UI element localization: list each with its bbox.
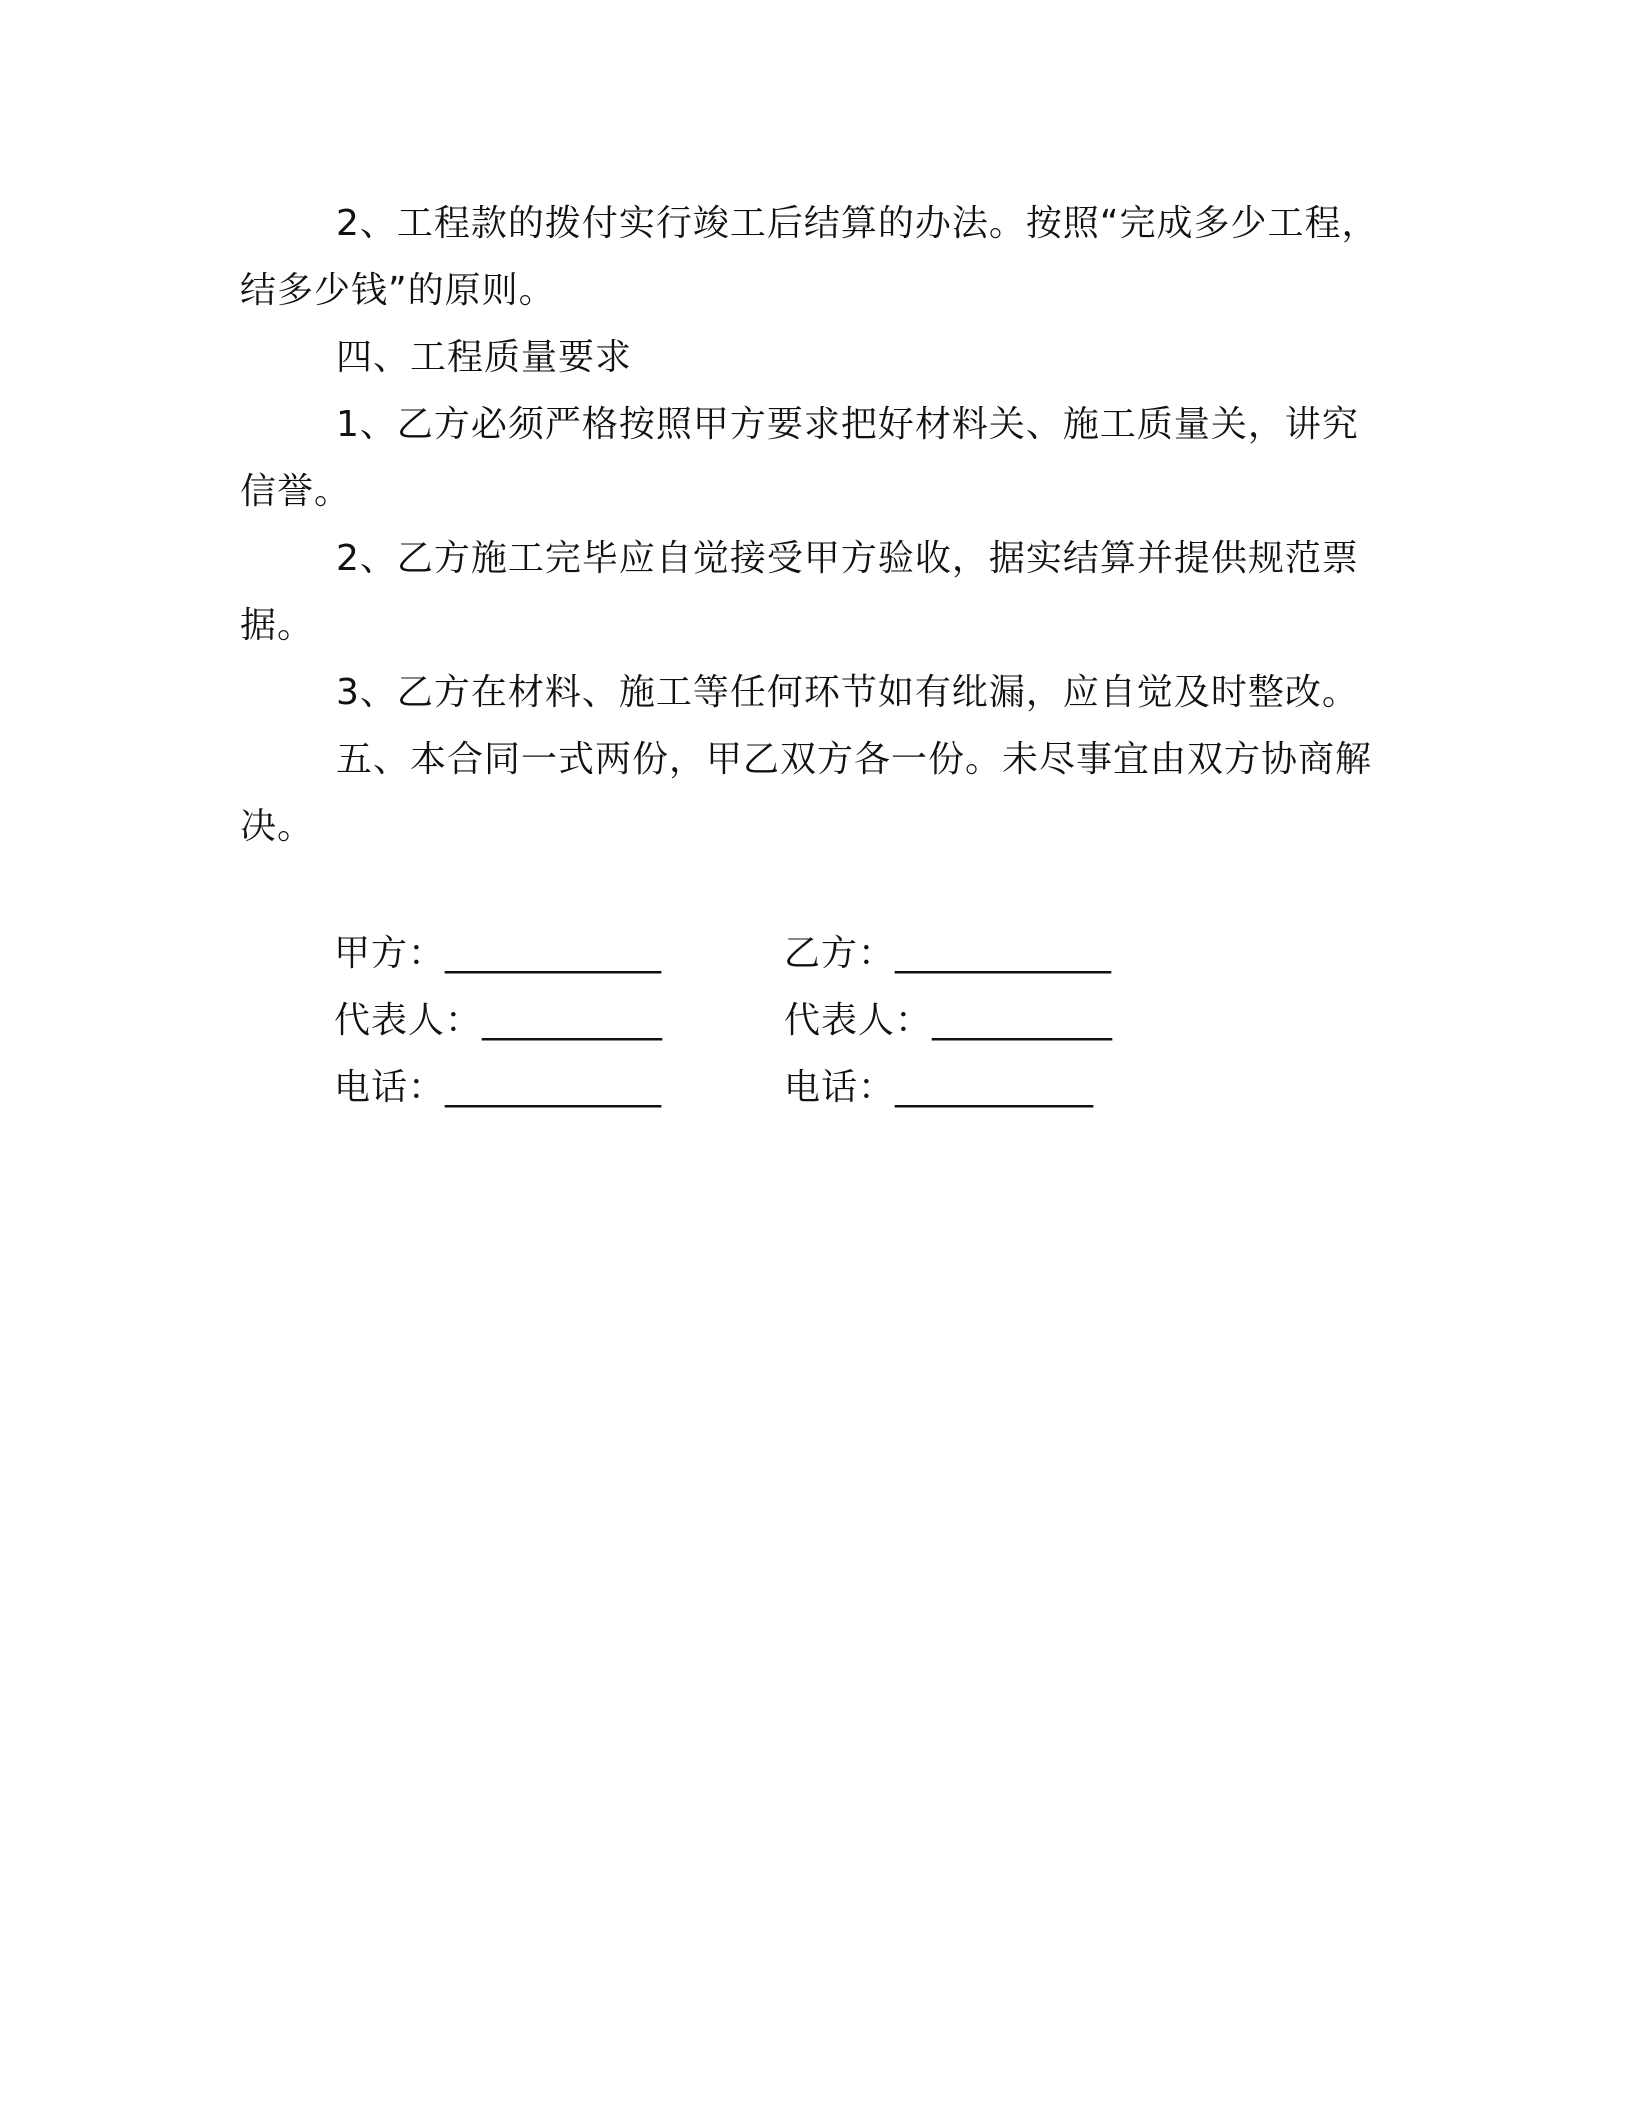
party-a-representative-blank-line: __________ bbox=[482, 1000, 663, 1041]
party-b-phone-blank-line: ___________ bbox=[895, 1067, 1094, 1108]
quality-clause-2-paragraph: 2、乙方施工完毕应自觉接受甲方验收，据实结算并提供规范票据。 bbox=[240, 538, 1359, 646]
party-a-field bbox=[334, 920, 784, 987]
party-b-phone-field bbox=[784, 1054, 1234, 1121]
party-a-label: 甲方： bbox=[334, 933, 446, 974]
payment-clause-paragraph: 2、工程款的拨付实行竣工后结算的办法。按照“完成多少工程，结多少钱”的原则。 bbox=[240, 203, 1379, 311]
party-b-field bbox=[784, 920, 1234, 987]
party-a-blank-line: ____________ bbox=[445, 933, 662, 974]
party-a-representative-label: 代表人： bbox=[334, 1000, 483, 1041]
party-b-label: 乙方： bbox=[784, 933, 896, 974]
signature-row-party bbox=[334, 920, 1234, 987]
party-b-representative-blank-line: __________ bbox=[932, 1000, 1113, 1041]
signature-row-representative bbox=[334, 987, 1234, 1054]
quality-clause-1-paragraph: 1、乙方必须严格按照甲方要求把好材料关、施工质量关，讲究信誉。 bbox=[240, 404, 1359, 512]
party-a-phone-field bbox=[334, 1054, 784, 1121]
party-a-representative-field bbox=[334, 987, 784, 1054]
party-b-blank-line: ____________ bbox=[895, 933, 1112, 974]
party-a-phone-blank-line: ____________ bbox=[445, 1067, 662, 1108]
party-b-representative-label: 代表人： bbox=[784, 1000, 933, 1041]
party-b-phone-label: 电话： bbox=[784, 1067, 896, 1108]
quality-requirements-heading: 四、工程质量要求 bbox=[336, 337, 633, 378]
quality-clause-3-paragraph: 3、乙方在材料、施工等任何环节如有纰漏，应自觉及时整改。 bbox=[336, 672, 1359, 713]
signature-block bbox=[334, 920, 1234, 1121]
copies-clause-paragraph: 五、本合同一式两份，甲乙双方各一份。未尽事宜由双方协商解决。 bbox=[240, 739, 1373, 847]
party-b-representative-field bbox=[784, 987, 1234, 1054]
party-a-phone-label: 电话： bbox=[334, 1067, 446, 1108]
contract-body bbox=[240, 190, 1380, 860]
signature-row-phone bbox=[334, 1054, 1234, 1121]
